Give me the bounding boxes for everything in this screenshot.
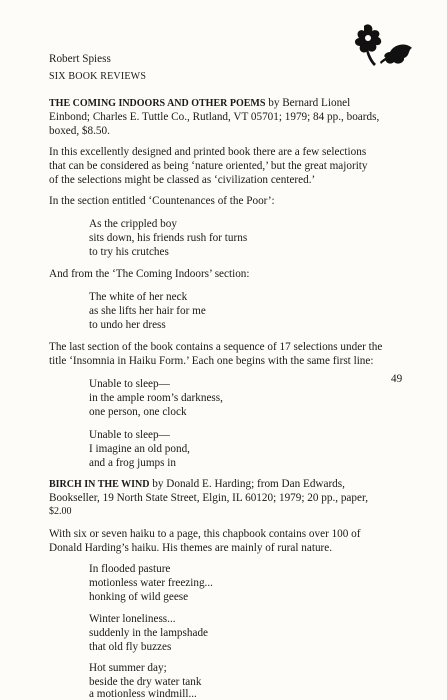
review2-heading-line2: Bookseller, 19 North State Street, Elgin, IL 60120; 1979; 20 pp., paper,: [49, 492, 369, 504]
review2-poem2-line3: that old fly buzzes: [89, 641, 172, 653]
author-name: Robert Spiess: [49, 53, 111, 65]
review1-para1-line1: In this excellently designed and printed book there are a few selections: [49, 146, 367, 158]
review2-poem2-line1: Winter loneliness...: [89, 613, 176, 625]
review1-poem2-line1: The white of her neck: [89, 291, 188, 303]
review1-poem1-line1: As the crippled boy: [89, 218, 177, 230]
floral-ornament-icon: [350, 22, 416, 74]
review2-poem3-line2: beside the dry water tank: [89, 676, 202, 688]
review1-poem2-line3: to undo her dress: [89, 319, 166, 331]
section-title: SIX BOOK REVIEWS: [49, 71, 147, 82]
review1-heading-line1: [49, 96, 350, 111]
page-number: 49: [391, 373, 403, 385]
review1-para1-line3: of the selections might be classed as ‘civilization centered.’: [49, 174, 316, 186]
review1-para1-line2: that can be considered as being ‘nature oriented,’ but the great majority: [49, 160, 368, 172]
review1-heading-byline: by Bernard Lionel: [265, 97, 351, 109]
review2-para1-line2: Donald Harding’s haiku. His themes are mainly of rural nature.: [49, 542, 333, 554]
review1-heading-line2: Einbond; Charles E. Tuttle Co., Rutland, VT 05701; 1979; 84 pp., boards,: [49, 111, 380, 123]
review1-poem4-line2: I imagine an old pond,: [89, 443, 190, 455]
review2-heading-line1: [49, 477, 345, 492]
review2-poem1-line3: honking of wild geese: [89, 591, 189, 603]
review2-heading-line3: $2.00: [49, 506, 72, 517]
review2-heading-byline: by Donald E. Harding; from Dan Edwards,: [149, 478, 345, 490]
review1-book-title: THE COMING INDOORS AND OTHER POEMS: [49, 98, 266, 109]
review2-para1-line1: With six or seven haiku to a page, this chapbook contains over 100 of: [49, 528, 361, 540]
review1-poem1-line3: to try his crutches: [89, 246, 169, 258]
review2-poem3-line1: Hot summer day;: [89, 662, 167, 674]
review2-poem1-line2: motionless water freezing...: [89, 577, 213, 589]
review1-poem4-line3: and a frog jumps in: [89, 457, 176, 469]
review1-poem1-line2: sits down, his friends rush for turns: [89, 232, 248, 244]
review2-poem3-line3: a motionless windmill...: [89, 688, 197, 700]
review1-intro1: In the section entitled ‘Countenances of the Poor’:: [49, 195, 275, 207]
review2-book-title: BIRCH IN THE WIND: [49, 479, 150, 490]
review1-poem2-line2: as she lifts her hair for me: [89, 305, 206, 317]
review2-poem2-line2: suddenly in the lampshade: [89, 627, 208, 639]
review1-intro2: And from the ‘The Coming Indoors’ section:: [49, 268, 250, 280]
review1-para2-line1: The last section of the book contains a sequence of 17 selections under the: [49, 341, 383, 353]
review1-poem3-line1: Unable to sleep—: [89, 378, 170, 390]
review1-para2-line2: title ‘Insomnia in Haiku Form.’ Each one begins with the same first line:: [49, 355, 374, 367]
review2-poem1-line1: In flooded pasture: [89, 563, 171, 575]
review1-poem4-line1: Unable to sleep—: [89, 429, 170, 441]
review1-poem3-line3: one person, one clock: [89, 406, 187, 418]
review1-poem3-line2: in the ample room’s darkness,: [89, 392, 223, 404]
review1-heading-line3: boxed, $8.50.: [49, 125, 110, 137]
